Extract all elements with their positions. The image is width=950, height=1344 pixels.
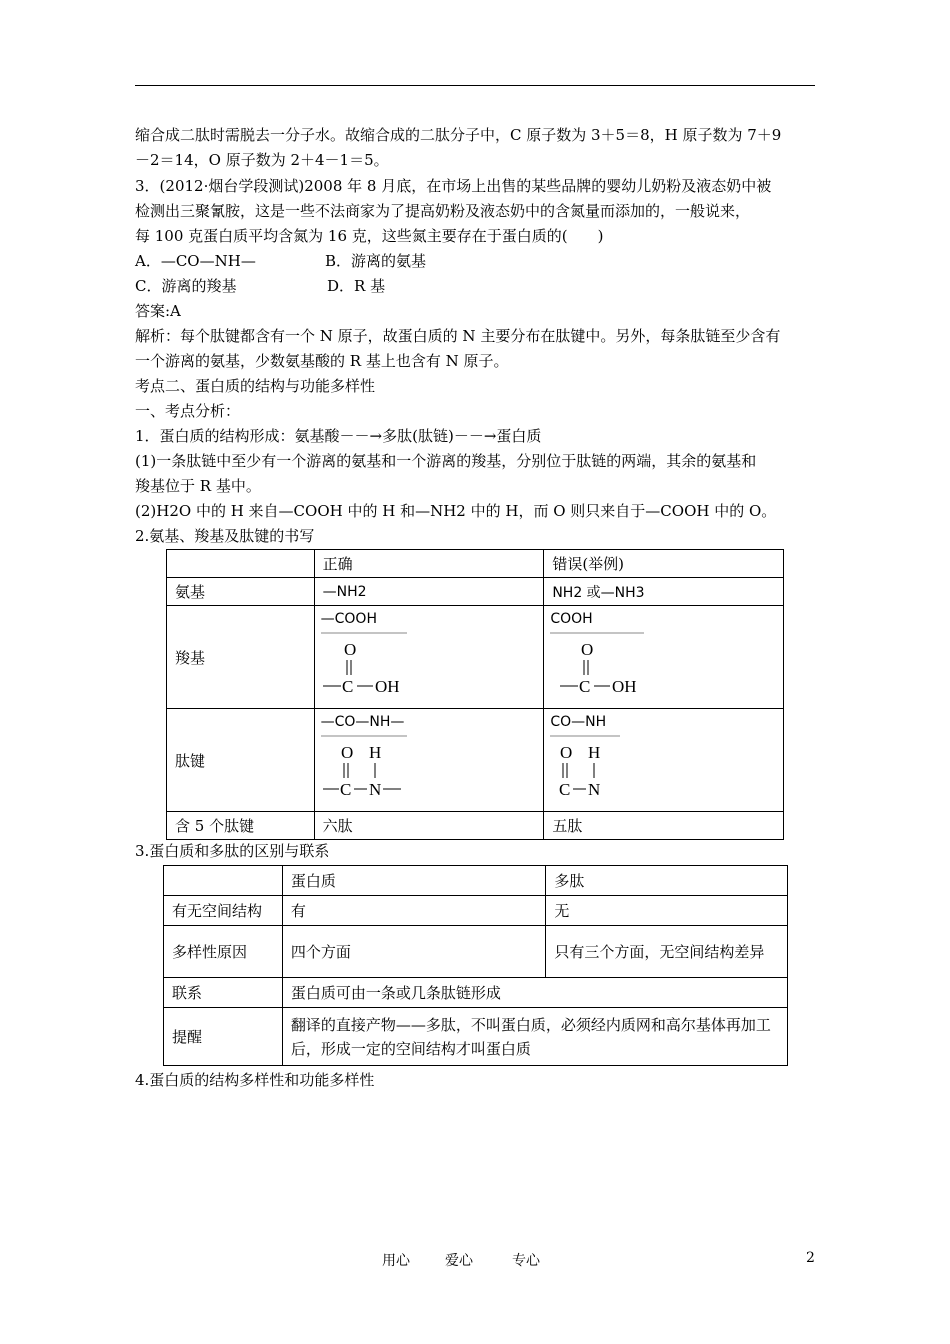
carboxyl-formula: [321, 630, 441, 702]
point-4-heading: 4.蛋白质的结构多样性和功能多样性: [135, 1071, 375, 1089]
header-correct: 正确: [314, 550, 544, 578]
option-b: B．游离的氨基: [325, 252, 427, 270]
cell-value: 翻译的直接产物——多肽，不叫蛋白质，必须经内质网和高尔基体再加工后，形成一定的空间结构才叫蛋白质: [282, 1008, 787, 1066]
point-1a-line: (1)一条肽链中至少有一个游离的氨基和一个游离的羧基，分别位于肽链的两端，其余的氨基和: [135, 452, 757, 470]
footer-text: 爱心: [445, 1253, 473, 1269]
formula-o: O: [343, 640, 356, 659]
cell-value: COOH: [550, 611, 593, 627]
table-row: [167, 709, 784, 812]
formula-o: O: [560, 743, 573, 762]
carboxyl-formula: [550, 630, 670, 702]
table-row: [164, 896, 788, 926]
formula-o: O: [581, 640, 594, 659]
row-label: 联系: [164, 978, 283, 1008]
header-protein: 蛋白质: [282, 866, 546, 896]
header-peptide: 多肽: [546, 866, 788, 896]
formula-n: N: [588, 780, 601, 799]
formula-oh: OH: [612, 677, 637, 696]
cell-value: —NH2: [314, 578, 544, 606]
option-d: D．R 基: [327, 277, 386, 295]
question-3-line: 3．(2012·烟台学段测试)2008 年 8 月底，在市场上出售的某些品牌的婴幼儿奶粉及液态奶中被: [135, 177, 772, 195]
option-c: C．游离的羧基: [135, 277, 237, 295]
formula-h: H: [368, 743, 381, 762]
cell-value: 六肽: [314, 812, 544, 840]
table-row: [167, 812, 784, 840]
comparison-table: [163, 865, 788, 1066]
cell-value: 蛋白质可由一条或几条肽链形成: [282, 978, 787, 1008]
question-3-line: 检测出三聚氰胺，这是一些不法商家为了提高奶粉及液态奶中的含氮量而添加的，一般说来，: [135, 202, 751, 220]
formula-oh: OH: [374, 677, 400, 696]
analysis-line: 解析：每个肽键都含有一个 N 原子，故蛋白质的 N 主要分布在肽键中。另外，每条肽链至少含有: [135, 327, 781, 345]
formula-c: C: [339, 780, 351, 799]
point-1: 1．蛋白质的结构形成：氨基酸－－→多肽(肽链)－－→蛋白质: [135, 427, 542, 445]
formula-c: C: [579, 677, 591, 696]
cell-value: —CO—NH—: [320, 714, 405, 730]
table-cell: [544, 606, 784, 709]
table-cell: [314, 606, 544, 709]
table-cell: [314, 709, 544, 812]
analysis-line: 一个游离的氨基，少数氨基酸的 R 基上也含有 N 原子。: [135, 352, 509, 370]
row-label: 多样性原因: [164, 926, 283, 978]
point-3-heading: 3.蛋白质和多肽的区别与联系: [135, 842, 330, 860]
row-label: 提醒: [164, 1008, 283, 1066]
footer-text: 用心: [382, 1253, 410, 1269]
peptide-formula: [550, 733, 670, 805]
formula-c: C: [559, 780, 571, 799]
formula-n: N: [368, 780, 381, 799]
text-line: 缩合成二肽时需脱去一分子水。故缩合成的二肽分子中，C 原子数为 3＋5＝8，H 原子数为 7＋9: [135, 126, 782, 144]
cell-value: 有: [282, 896, 546, 926]
header-wrong: 错误(举例): [544, 550, 784, 578]
table-row: [164, 866, 788, 896]
formula-h: H: [588, 743, 601, 762]
cell-value: 五肽: [544, 812, 784, 840]
table-cell: [164, 866, 283, 896]
table-row: [167, 606, 784, 709]
row-label-peptide: 肽键: [167, 709, 315, 812]
cell-value: CO—NH: [550, 714, 607, 730]
row-label-carboxyl: 羧基: [167, 606, 315, 709]
table-row: [164, 926, 788, 978]
point-1a-line: 羧基位于 R 基中。: [135, 477, 261, 495]
cell-value: 无: [546, 896, 788, 926]
table-row: [164, 1008, 788, 1066]
option-a: A．—CO—NH—: [135, 252, 256, 270]
row-label-five: 含 5 个肽键: [167, 812, 315, 840]
point-2-heading: 2.氨基、羧基及肽键的书写: [135, 527, 315, 545]
header-rule: [135, 85, 815, 86]
question-3-line: 每 100 克蛋白质平均含氮为 16 克，这些氮主要存在于蛋白质的( ): [135, 227, 604, 245]
point-1b: (2)H2O 中的 H 来自—COOH 中的 H 和—NH2 中的 H，而 O 则只来自于—COOH 中的 O。: [135, 502, 777, 520]
table-row: [164, 978, 788, 1008]
section-heading: 考点二、蛋白质的结构与功能多样性: [135, 377, 376, 395]
subsection-heading: 一、考点分析：: [135, 402, 241, 420]
formula-c: C: [341, 677, 353, 696]
writing-table: [166, 549, 784, 840]
formula-o: O: [340, 743, 353, 762]
cell-value: 四个方面: [282, 926, 546, 978]
answer: 答案:A: [135, 302, 181, 320]
table-cell: [544, 709, 784, 812]
footer-text: 专心: [512, 1253, 540, 1269]
table-row: [167, 578, 784, 606]
cell-value: NH2 或—NH3: [544, 578, 784, 606]
cell-value: —COOH: [320, 611, 377, 627]
page-number: 2: [806, 1250, 815, 1266]
text-line: －2＝14，O 原子数为 2＋4－1＝5。: [135, 151, 389, 169]
row-label-amino: 氨基: [167, 578, 315, 606]
row-label: 有无空间结构: [164, 896, 283, 926]
table-cell: [167, 550, 315, 578]
table-row: [167, 550, 784, 578]
cell-value: 只有三个方面，无空间结构差异: [546, 926, 788, 978]
peptide-formula: [321, 733, 441, 805]
